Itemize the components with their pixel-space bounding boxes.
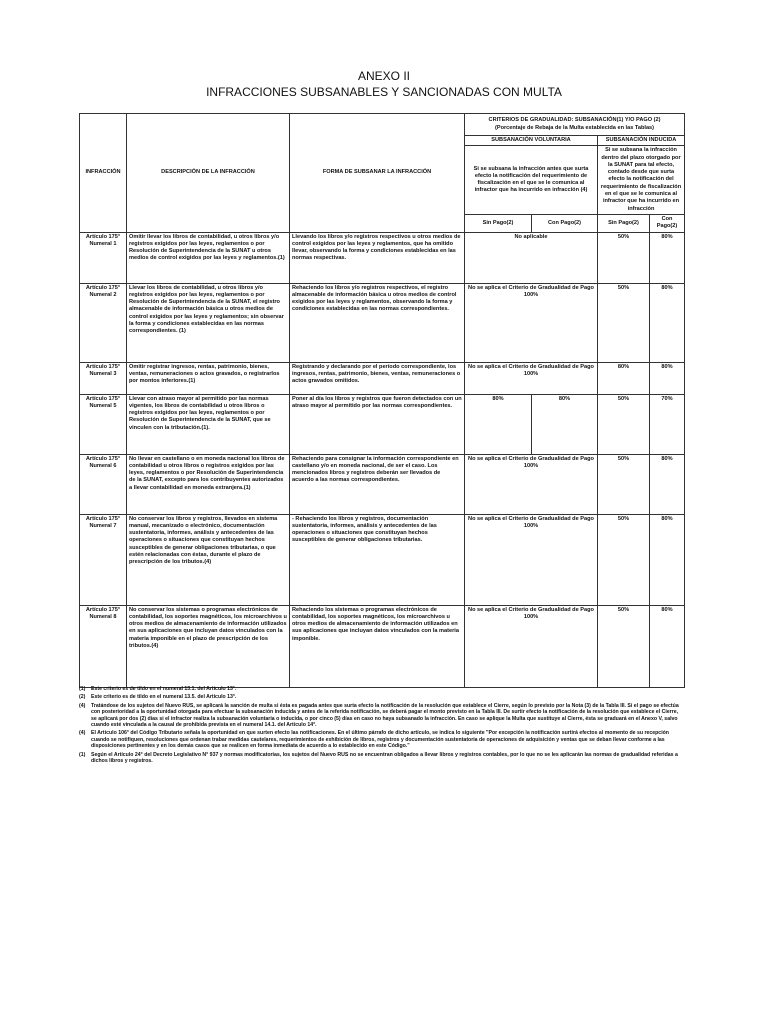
vol-con-pago-cell: 80% [532, 394, 598, 454]
numeral-label: Numeral 6 [89, 462, 117, 469]
ind-con-pago-cell: 70% [650, 394, 685, 454]
voluntaria-cell: No se aplica el Criterio de Gradualidad de Pago 100% [465, 454, 598, 514]
infraccion-cell [80, 232, 127, 283]
footnote-number: (1) [79, 751, 86, 758]
ind-con-pago-cell: 80% [650, 514, 685, 605]
descripcion-cell: Llevar con atraso mayor al permitido por las normas vigentes, los libros de contabilidad u otros libros o registros exigidos por las leyes, reglamentos o por Resolución de Superintendencia de la SUNAT, que se vinculen con la tributación.(1). [127, 394, 290, 454]
articulo-label: Artículo 175° [85, 606, 121, 613]
criterios-line2: (Porcentaje de Rebaja de la Multa establecida en las Tablas) [494, 124, 655, 131]
header-vol-con-pago: Con Pago(2) [532, 214, 598, 232]
document-subtitle: INFRACCIONES SUBSANABLES Y SANCIONADAS CON MULTA [206, 85, 562, 99]
descripcion-cell: Omitir llevar los libros de contabilidad, u otros libros y/o registros exigidos por las leyes, reglamentos o por Resolución de Superintendencia de la SUNAT u otros medios de control exigidos por las leyes y reglamentos.(1) [127, 232, 290, 283]
header-infraccion: INFRACCIÓN [80, 114, 127, 233]
vol-sin-pago-cell: 80% [465, 394, 532, 454]
descripcion-cell: No llevar en castellano o en moneda nacional los libros de contabilidad u otros libros o registros exigidos por las leyes, reglamentos o por Resolución de Superintendencia de la SUNAT, excepto para los contribuyentes autorizados a llevar contabilidad en moneda extranjera.(1) [127, 454, 290, 514]
header-criterios [465, 114, 685, 136]
numeral-label: Numeral 1 [89, 240, 117, 247]
table-row [80, 514, 685, 605]
articulo-label: Artículo 175° [85, 455, 121, 462]
ind-sin-pago-cell: 50% [598, 283, 650, 362]
ind-con-pago-cell: 80% [650, 454, 685, 514]
header-voluntaria: SUBSANACIÓN VOLUNTARIA [465, 136, 598, 146]
descripcion-cell: Omitir registrar ingresos, rentas, patrimonio, bienes, ventas, remuneraciones o actos gravados, o registrarlos por montos inferiores.(1) [127, 362, 290, 394]
footnote-number: (2) [79, 694, 86, 701]
header-inducida: SUBSANACIÓN INDUCIDA [598, 136, 685, 146]
footnote-text: Este criterio es de tildo en el numeral 13.1. del Artículo 13°. [91, 686, 237, 692]
ind-con-pago-cell: 80% [650, 362, 685, 394]
footnote [79, 730, 684, 749]
infraccion-cell [80, 454, 127, 514]
footnote-text: Este criterio es de tildo en el numeral 13.5. del Artículo 13°. [91, 694, 237, 701]
header-ind-sin-pago: Sin Pago(2) [598, 214, 650, 232]
numeral-label: Numeral 5 [89, 402, 117, 409]
forma-cell: - Rehaciendo los libros y registros, documentación sustentatoria, informes, análisis y antecedentes de las operaciones o situaciones que constituyan hechos susceptibles de generar obligaciones tributarias. [290, 514, 465, 605]
inducida-description: Si se subsana la infracción dentro del plazo otorgado por la SUNAT para tal efecto, contado desde que surta efecto la notificación del requerimiento de fiscalización en el que se le comunica al infractor que ha incurrido en infracción [598, 146, 685, 215]
voluntaria-cell: No se aplica el Criterio de Gradualidad de Pago 100% [465, 514, 598, 605]
table-row [80, 362, 685, 394]
footnote [79, 686, 684, 692]
forma-cell: Rehaciendo los libros y/o registros respectivos, el registro almacenable de información básica u otros medios de control exigidos por las leyes y reglamentos, observando la forma y condiciones establecidas en las normas correspondientes. [290, 283, 465, 362]
articulo-label: Artículo 175° [85, 363, 121, 370]
header-vol-sin-pago: Sin Pago(2) [465, 214, 532, 232]
voluntaria-cell: No se aplica el Criterio de Gradualidad de Pago 100% [465, 605, 598, 687]
table-row [80, 394, 685, 454]
criterios-line1: CRITERIOS DE GRADUALIDAD: SUBSANACIÓN(1) Y/O PAGO (2) [488, 117, 661, 124]
descripcion-cell: No conservar los libros y registros, llevados en sistema manual, mecanizado o electrónico, documentación sustentatoria, informes, análisis y antecedentes de las operaciones o situaciones que constituyan hechos susceptibles de generar obligaciones tributarias, o que estén relacionadas con éstas, durante el plazo de prescripción de los tributos.(4) [127, 514, 290, 605]
ind-con-pago-cell: 80% [650, 232, 685, 283]
ind-sin-pago-cell: 50% [598, 605, 650, 687]
forma-cell: Registrando y declarando por el período correspondiente, los ingresos, rentas, patrimonio, bienes, ventas, remuneraciones o actos gravados omitidos. [290, 362, 465, 394]
articulo-label: Artículo 175° [85, 233, 121, 240]
infraccion-cell [80, 362, 127, 394]
infraccion-cell [80, 514, 127, 605]
footnotes [79, 686, 684, 766]
voluntaria-cell: No aplicable [465, 232, 598, 283]
footnote-text: Tratándose de los sujetos del Nuevo RUS, se aplicará la sanción de multa si ésta es pagada antes que surta efecto la notificación de la resolución que establece el Cierre, según lo previsto por la Nota (3) de la Tabla III. Si el pago se efectúa con posterioridad a la oportunidad otorgada para efectuar la subsanación inducida y antes de la referida notificación, se deberá pagar el monto previsto en la Tabla III. De surtir efecto la notificación de la resolución que establece el Cierre, se aplicará por dos (2) días si el infractor realiza la subsanación voluntaria o inducida, o por cinco (5) días en caso no haya subsanado la infracción. En caso se aplique la Multa que sustituye al Cierre, ésta se graduará en el Anexo V, salvo cuando esté vinculada a la causal de prohibida prevista en el numeral 14.1. del Artículo 14°. [91, 702, 679, 729]
voluntaria-description: Si se subsana la infracción antes que surta efecto la notificación del requerimiento de fiscalización en el que se le comunica al infractor que ha incurrido en infracción (4) [465, 146, 598, 215]
table-row [80, 454, 685, 514]
footnote-text: El Artículo 106° del Código Tributario señala la oportunidad en que surten efecto las notificaciones. En el último párrafo de dicho artículo, se indica lo siguiente "Por excepción la notificación surtirá efectos al momento de su recepción cuando se notifiquen, resoluciones que ordenan trabar medidas cautelares, requerimientos de exhibición de libros, registros y documentación sustentatoria de operaciones de adquisición y ventas que se deban llevar conforme a las disposiciones pertinentes y en los demás casos que se realicen en forma inmediata de acuerdo a lo establecido en este Código." [91, 730, 669, 750]
footnote-text: Según el Artículo 24° del Decreto Legislativo N° 937 y normas modificatorias, los sujetos del Nuevo RUS no se encuentran obligados a llevar libros y registros contables, por lo que no se les aplicarán las normas de gradualidad referidas a dichos libros y registros. [91, 751, 678, 765]
numeral-label: Numeral 3 [89, 370, 117, 377]
footnote [79, 703, 684, 729]
numeral-label: Numeral 2 [89, 291, 117, 298]
forma-cell: Poner al día los libros y registros que fueron detectados con un atraso mayor al permitido por las normas correspondientes. [290, 394, 465, 454]
footnote-number: (1) [79, 686, 86, 692]
footnote-number: (4) [79, 730, 86, 737]
voluntaria-cell: No se aplica el Criterio de Gradualidad de Pago 100% [465, 362, 598, 394]
header-forma: FORMA DE SUBSANAR LA INFRACCIÓN [290, 114, 465, 233]
voluntaria-cell: No se aplica el Criterio de Gradualidad de Pago 100% [465, 283, 598, 362]
header-descripcion: DESCRIPCIÓN DE LA INFRACCIÓN [127, 114, 290, 233]
ind-con-pago-cell: 80% [650, 283, 685, 362]
ind-sin-pago-cell: 50% [598, 232, 650, 283]
ind-sin-pago-cell: 50% [598, 514, 650, 605]
infraccion-cell [80, 394, 127, 454]
ind-con-pago-cell: 80% [650, 605, 685, 687]
infraccion-cell [80, 605, 127, 687]
footnote [79, 694, 684, 700]
numeral-label: Numeral 8 [89, 613, 117, 620]
articulo-label: Artículo 175° [85, 515, 121, 522]
forma-cell: Rehaciendo para consignar la información correspondiente en castellano y/o en moneda nacional, de ser el caso. Los mencionados libros y registros deberán ser llevados de acuerdo a las normas correspondientes. [290, 454, 465, 514]
ind-sin-pago-cell: 50% [598, 454, 650, 514]
articulo-label: Artículo 175° [85, 284, 121, 291]
numeral-label: Numeral 7 [89, 522, 117, 529]
header-ind-con-pago: Con Pago(2) [650, 214, 685, 232]
articulo-label: Artículo 175° [85, 395, 121, 402]
descripcion-cell: No conservar los sistemas o programas electrónicos de contabilidad, los soportes magnéticos, los microarchivos u otros medios de almacenamiento de información utilizados en sus aplicaciones que incluyan datos vinculados con la materia imponible en el plazo de prescripción de los tributos.(4) [127, 605, 290, 687]
ind-sin-pago-cell: 80% [598, 362, 650, 394]
forma-cell: Llevando los libros y/o registros respectivos u otros medios de control exigidos por las leyes y reglamentos, que ha omitido llevar, observando la forma y condiciones establecidas en las normas respectivas. [290, 232, 465, 283]
footnote [79, 752, 684, 765]
descripcion-cell: Llevar los libros de contabilidad, u otros libros y/o registros exigidos por las leyes, reglamentos o por Resolución de Superintendencia de la SUNAT, el registro almacenable de información básica u otros medios de control exigidos por las leyes y reglamentos; sin observar la forma y condiciones establecidas en las normas correspondientes. (1) [127, 283, 290, 362]
document-title: ANEXO II [357, 69, 410, 83]
forma-cell: Rehaciendo los sistemas o programas electrónicos de contabilidad, los soportes magnéticos, los microarchivos u otros medios de almacenamiento de información utilizados en sus aplicaciones que incluyan datos vinculados con la materia imponible. [290, 605, 465, 687]
table-row [80, 232, 685, 283]
footnote-number: (4) [79, 702, 86, 709]
table-row [80, 605, 685, 687]
table-row [80, 283, 685, 362]
infraccion-cell [80, 283, 127, 362]
ind-sin-pago-cell: 50% [598, 394, 650, 454]
infractions-table [79, 113, 685, 688]
